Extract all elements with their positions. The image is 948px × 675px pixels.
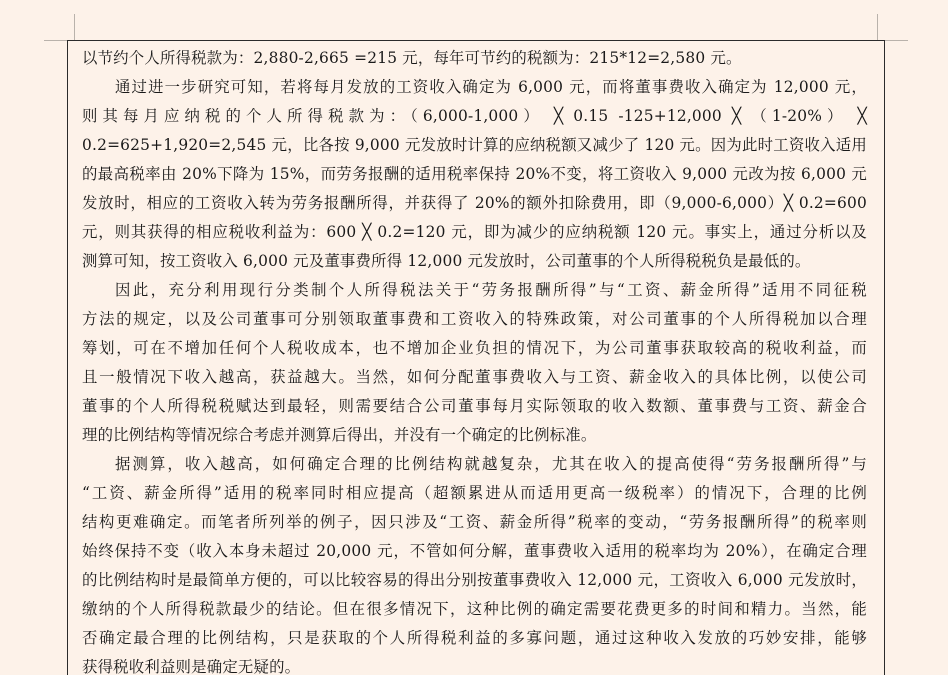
text-line: 获得税收利益则是确定无疑的。 (82, 658, 301, 675)
text-line: 以节约个人所得税款为：2,880-2,665 =215 元，每年可节约的税额为：215*12=2,580 元。 (82, 49, 742, 67)
text-line: 董事的个人所得税税赋达到最轻，则需要结合公司董事每月实际领取的收入数额、董事费与工资、薪金合 (82, 397, 867, 415)
text-line: 结构更难确定。而笔者所列举的例子，因只涉及“工资、薪金所得”税率的变动，“劳务报酬所得”的税率则 (82, 513, 867, 531)
text-line: 据测算，收入越高，如何确定合理的比例结构就越复杂，尤其在收入的提高使得“劳务报酬所得”与 (115, 455, 867, 473)
text-line: 发放时，相应的工资收入转为劳务报酬所得，并获得了 20%的额外扣除费用，即（9,000-6,000）╳ 0.2=600 (82, 194, 867, 212)
crop-mark-top-right-vertical (877, 14, 878, 40)
text-line: 0.2=625+1,920=2,545 元，比各按 9,000 元发放时计算的应纳税额又减少了 120 元。因为此时工资收入适用 (82, 136, 867, 154)
text-line: 通过进一步研究可知，若将每月发放的工资收入确定为 6,000 元，而将董事费收入确定为 12,000 元， (115, 78, 867, 96)
text-line: 且一般情况下收入越高，获益越大。当然，如何分配董事费收入与工资、薪金收入的具体比例，以使公司 (82, 368, 867, 386)
text-line: 测算可知，按工资收入 6,000 元及董事费所得 12,000 元发放时，公司董事的个人所得税税负是最低的。 (82, 252, 811, 270)
text-line: “工资、薪金所得”适用的税率同时相应提高（超额累进从而适用更高一级税率）的情况下，合理的比例 (82, 484, 867, 502)
text-line: 方法的规定，以及公司董事可分别领取董事费和工资收入的特殊政策，对公司董事的个人所得税加以合理 (82, 310, 867, 328)
text-line: 的比例结构时是最简单方便的，可以比较容易的得出分别按董事费收入 12,000 元，工资收入 6,000 元发放时， (82, 571, 867, 589)
text-line: 因此，充分利用现行分类制个人所得税法关于“劳务报酬所得”与“工资、薪金所得”适用不同征税 (115, 281, 867, 299)
document-body[interactable] (82, 44, 867, 675)
text-line: 否确定最合理的比例结构，只是获取的个人所得税利益的多寡问题，通过这种收入发放的巧妙安排，能够 (82, 629, 867, 647)
text-line: 筹划，可在不增加任何个人税收成本，也不增加企业负担的情况下，为公司董事获取较高的税收利益，而 (82, 339, 867, 357)
text-line: 始终保持不变（收入本身未超过 20,000 元，不管如何分解，董事费收入适用的税率均为 20%），在确定合理 (82, 542, 867, 560)
text-line: 缴纳的个人所得税款最少的结论。但在很多情况下，这种比例的确定需要花费更多的时间和精力。当然，能 (82, 600, 867, 618)
text-line: 理的比例结构等情况综合考虑并测算后得出，并没有一个确定的比例标准。 (82, 426, 597, 444)
crop-mark-top-left-vertical (74, 14, 75, 40)
text-line: 则其每月应纳税的个人所得税款为：（6,000-1,000） ╳ 0.15 -125+12,000 ╳ （1-20%） ╳ (82, 107, 867, 125)
text-line: 元，则其获得的相应税收利益为：600 ╳ 0.2=120 元，即为减少的应纳税额 120 元。事实上，通过分析以及 (82, 223, 867, 241)
text-line: 的最高税率由 20%下降为 15%，而劳务报酬的适用税率保持 20%不变，将工资收入 9,000 元改为按 6,000 元 (82, 165, 867, 183)
